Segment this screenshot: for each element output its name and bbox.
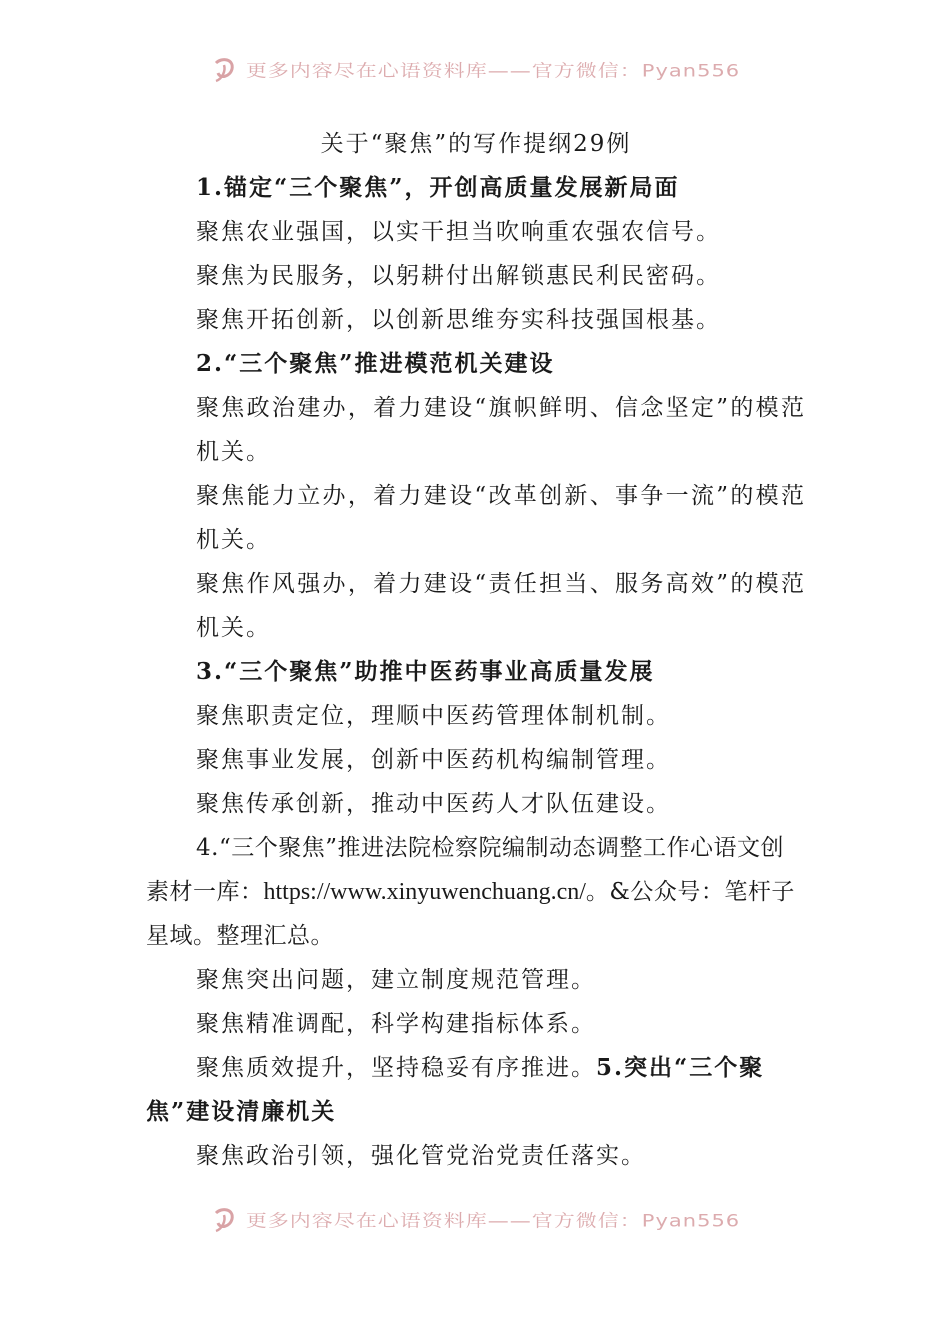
section-4-heading-part2: 。&公众号：笔杆子星域。整理汇总。 — [146, 879, 795, 949]
section-4-5-combined — [146, 1046, 806, 1134]
section-1-item-3: 聚焦开拓创新，以创新思维夯实科技强国根基。 — [196, 307, 721, 333]
section-1-item-1: 聚焦农业强国，以实干担当吹响重农强农信号。 — [196, 219, 721, 245]
document-body — [146, 122, 806, 1178]
section-4-heading-part1: 4.“三个聚焦”推进法院检察院编制动态调整工作心语文创素材一库： — [146, 835, 784, 905]
section-3-heading: 3.“三个聚焦”助推中医药事业高质量发展 — [196, 658, 655, 685]
section-5-heading: 5.突出“三个聚焦”建设清廉机关 — [146, 1054, 765, 1125]
section-3-item-3: 聚焦传承创新，推动中医药人才队伍建设。 — [196, 791, 671, 817]
section-2-heading: 2.“三个聚焦”推进模范机关建设 — [196, 350, 555, 377]
section-2-item-3: 聚焦作风强办，着力建设“责任担当、服务高效”的模范机关。 — [196, 571, 806, 641]
section-1-item-2: 聚焦为民服务，以躬耕付出解锁惠民利民密码。 — [196, 263, 721, 289]
document-title: 关于“聚焦”的写作提纲29例 — [320, 131, 632, 157]
watermark-logo-icon — [210, 55, 240, 85]
section-4-item-1: 聚焦突出问题，建立制度规范管理。 — [196, 967, 596, 993]
section-3-item-1: 聚焦职责定位，理顺中医药管理体制机制。 — [196, 703, 671, 729]
section-5-item-1: 聚焦政治引领，强化管党治党责任落实。 — [196, 1143, 646, 1169]
watermark-text: 更多内容尽在心语资料库——官方微信：Pyan556 — [245, 61, 741, 81]
watermark-logo-icon — [210, 1205, 240, 1235]
section-2-item-1: 聚焦政治建办，着力建设“旗帜鲜明、信念坚定”的模范机关。 — [196, 395, 806, 465]
source-url-link[interactable]: https://www.xinyuwenchuang.cn/ — [263, 879, 586, 905]
section-4-item-2: 聚焦精准调配，科学构建指标体系。 — [196, 1011, 596, 1037]
section-2-item-2: 聚焦能力立办，着力建设“改革创新、事争一流”的模范机关。 — [196, 483, 806, 553]
watermark-text: 更多内容尽在心语资料库——官方微信：Pyan556 — [245, 1211, 741, 1231]
section-4-heading — [146, 826, 806, 958]
header-watermark — [0, 50, 950, 90]
section-4-item-3: 聚焦质效提升，坚持稳妥有序推进。 — [196, 1055, 596, 1081]
footer-watermark — [0, 1200, 950, 1240]
section-3-item-2: 聚焦事业发展，创新中医药机构编制管理。 — [196, 747, 671, 773]
section-1-heading: 1.锚定“三个聚焦”，开创高质量发展新局面 — [196, 174, 680, 201]
